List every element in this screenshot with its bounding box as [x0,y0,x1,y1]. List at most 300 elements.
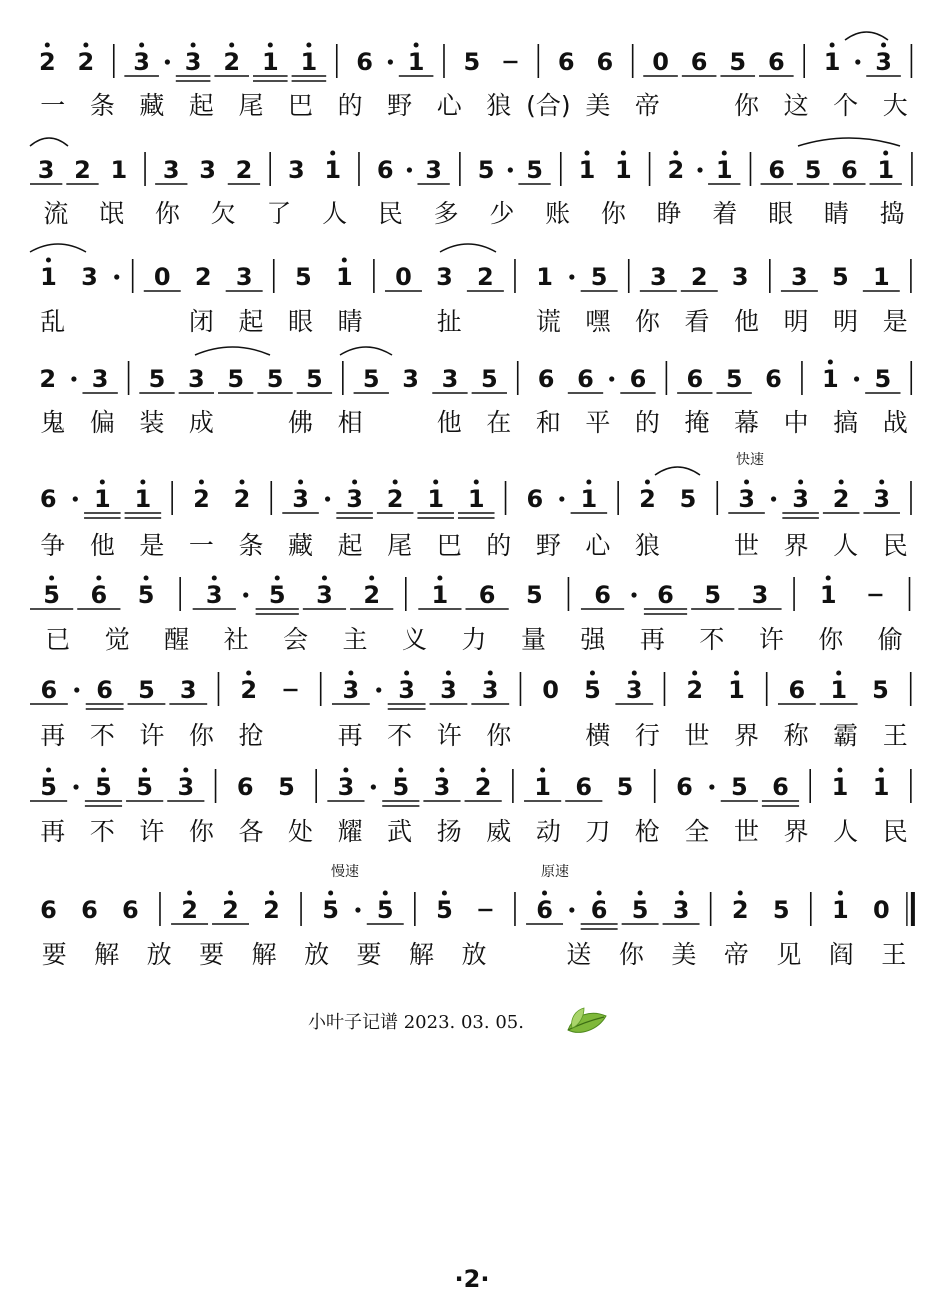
lyric-char: 睁 [656,199,682,228]
note-digit: 1 [40,263,57,291]
octave-high-dot [879,768,884,773]
note-digit: 2 [193,485,210,513]
note-digit: 2 [667,156,685,184]
note-digit: 5 [616,773,634,801]
tempo-marking-slow: 慢速 [331,864,359,880]
lyric-char: 全 [684,817,710,846]
octave-high-dot [585,151,590,156]
lyric-char: 王 [882,721,908,750]
lyric-char: 威 [486,817,512,846]
lyric-char: 人 [833,531,859,560]
note-digit: 3 [337,773,355,801]
note-digit: 5 [227,365,245,393]
note-digit: 6 [536,896,553,924]
note-digit: 3 [187,365,205,393]
lyric-char: 刀 [585,817,611,846]
octave-high-dot [298,480,303,485]
note-digit: 3 [731,263,749,291]
note-digit: 5 [832,263,849,291]
note-digit: 6 [40,676,58,704]
octave-high-dot [330,151,335,156]
note-digit: 6 [236,773,254,801]
octave-high-dot [306,43,311,48]
note-digit: 2 [39,365,57,393]
transcriber-credit: 小叶子记谱 2023. 03. 05. [308,1012,524,1033]
note-digit: 3 [875,48,892,76]
lyric-char: 掩 [684,408,710,437]
lyric-char: 再 [639,625,665,654]
note-digit: 5 [266,365,284,393]
octave-high-dot [398,768,403,773]
lyric-char: 他 [89,531,115,560]
lyric-char: 乱 [40,307,66,336]
note-digit: 1 [578,156,596,184]
lyric-char: 少 [489,199,515,228]
note-digit: 0 [872,896,890,924]
note-digit: 3 [342,676,360,704]
lyric-char: 野 [535,531,561,560]
lyric-char: 睛 [823,199,849,228]
note-digit: 5 [477,156,495,184]
lyric-char: 界 [783,817,809,846]
note-digit: 6 [577,365,594,393]
note-digit: 1 [134,485,152,513]
lyric-char: 界 [734,721,760,750]
lyric-char: 你 [818,625,844,654]
slur [30,244,86,252]
augmentation-dot [243,592,248,597]
note-digit: 3 [672,896,690,924]
octave-high-dot [481,768,486,773]
slur [845,32,888,40]
lyric-char: 起 [238,307,264,336]
octave-high-dot [830,43,835,48]
note-digit: 2 [263,896,280,924]
octave-high-dot [744,480,749,485]
note-digit: 6 [376,156,394,184]
note-digit: 2 [639,485,656,513]
octave-high-dot [369,576,374,581]
note-digit: 0 [153,263,171,291]
octave-high-dot [632,671,637,676]
lyric-char: 武 [387,817,413,846]
note-digit: 6 [590,896,608,924]
note-digit: 2 [74,156,91,184]
augmentation-dot [388,59,393,64]
octave-high-dot [837,768,842,773]
note-digit: 2 [240,676,258,704]
note-digit: 5 [436,896,453,924]
lyric-char: 世 [734,531,760,560]
note-digit: 5 [480,365,498,393]
lyric-char: 见 [776,940,802,969]
lyric-char: 条 [238,531,264,560]
octave-high-dot [343,768,348,773]
lyric-char: 民 [377,199,403,228]
lyric-char: 你 [734,91,760,120]
lyric-char: 力 [461,625,487,654]
lyric-char: 鬼 [40,408,66,437]
augmentation-dot [114,274,119,279]
tempo-marking-normal: 原速 [541,864,569,880]
lyric-char: 成 [188,408,214,437]
octave-high-dot [246,671,251,676]
lyric-char: 再 [40,817,66,846]
octave-high-dot [352,480,357,485]
lyric-char: 藏 [139,91,165,120]
note-digit: 5 [268,581,286,609]
note-digit: 6 [629,365,647,393]
augmentation-dot [697,167,702,172]
note-digit: 6 [537,365,555,393]
augmentation-dot [73,496,78,501]
note-digit: 1 [467,485,485,513]
lyric-char: 扬 [436,817,462,846]
octave-high-dot [144,576,149,581]
lyric-char: 巴 [288,91,314,120]
lyric-char: 看 [684,307,710,336]
note-digit: 5 [362,365,380,393]
note-digit: 3 [133,48,150,76]
note-digit: 6 [690,48,708,76]
note-digit: 6 [765,365,782,393]
lyric-char: 着 [712,199,738,228]
note-digit: 2 [235,156,253,184]
lyric-char: 不 [699,625,725,654]
note-digit: 6 [478,581,496,609]
note-digit: 3 [91,365,109,393]
lyric-char: 的 [486,531,512,560]
note-digit: 2 [233,485,251,513]
note-digit: 3 [481,676,499,704]
lyric-char: 美 [671,940,697,969]
octave-high-dot [437,576,442,581]
octave-high-dot [383,891,388,896]
octave-high-dot [433,480,438,485]
lyric-char: 嘿 [585,307,611,336]
octave-high-dot [101,768,106,773]
note-digit: 1 [715,156,733,184]
lyric-char: 起 [337,531,363,560]
note-digit: 5 [590,263,608,291]
note-digit: 3 [791,263,808,291]
lyric-char: 义 [402,625,428,654]
note-digit: 6 [526,485,544,513]
note-digit: 6 [657,581,674,609]
lyric-char: 放 [461,940,487,969]
lyric-char: 是 [882,307,908,336]
lyric-char: 流 [43,199,69,228]
octave-high-dot [342,258,347,263]
note-digit: 2 [832,485,850,513]
note-digit: 3 [440,676,457,704]
note-digit: 6 [356,48,373,76]
lyric-char: 量 [520,625,546,654]
octave-high-dot [139,43,144,48]
note-digit: 5 [679,485,697,513]
augmentation-dot [407,167,412,172]
note-digit: 5 [584,676,601,704]
lyric-char: 争 [40,531,66,560]
octave-high-dot [839,480,844,485]
note-digit: 1 [110,156,128,184]
octave-high-dot [322,576,327,581]
lyric-char: 动 [535,817,561,846]
lyric-char: 战 [882,408,908,437]
note-digit: 5 [525,581,543,609]
lyric-char: 你 [486,721,512,750]
note-digit: 6 [90,581,108,609]
lyric-char: 偷 [877,625,903,654]
octave-high-dot [679,891,684,896]
lyric-char: 搞 [833,408,859,437]
octave-high-dot [191,43,196,48]
octave-high-dot [275,576,280,581]
lyric-char: 解 [409,940,435,969]
score-rows [30,43,913,970]
lyric-char: 你 [188,721,214,750]
note-digit: 5 [725,365,743,393]
note-digit: 5 [631,896,649,924]
note-digit: 6 [788,676,806,704]
lyric-char: 帝 [723,940,749,969]
note-digit: 6 [841,156,858,184]
lyric-char: 是 [139,531,165,560]
lyric-char: 和 [535,408,561,437]
note-digit: 6 [686,365,704,393]
note-digit: 6 [40,896,57,924]
note-digit: 1 [872,773,890,801]
note-digit: 5 [804,156,822,184]
lyric-char: 处 [288,817,314,846]
octave-high-dot [734,671,739,676]
lyric-char: 醒 [164,625,190,654]
augmentation-dot [371,784,376,789]
lyric-char: 强 [580,625,606,654]
note-digit: 1 [407,48,425,76]
note-digit: 2 [477,263,494,291]
lyric-char: 霸 [833,721,859,750]
augmentation-dot [609,376,614,381]
lyric-char: 相 [337,408,363,437]
lyric-char: 觉 [104,625,130,654]
slur [440,244,496,252]
lyric-char: 扯 [436,307,462,336]
lyric-char: 不 [89,817,115,846]
note-digit: 2 [194,263,212,291]
note-digit: 1 [324,156,342,184]
note-digit: 2 [731,896,749,924]
note-digit: 1 [823,48,841,76]
lyric-char: 耀 [337,817,363,846]
note-digit: 3 [37,156,55,184]
note-digit: 1 [877,156,895,184]
lyric-char: 民 [882,531,908,560]
note-digit: 5 [376,896,394,924]
augmentation-dot [854,376,859,381]
note-digit: 5 [526,156,543,184]
note-digit: 1 [728,676,745,704]
note-digit: 2 [363,581,381,609]
note-digit: 5 [874,365,892,393]
note-digit: 1 [300,48,318,76]
augmentation-dot [165,59,170,64]
lyric-char: 阎 [828,940,854,969]
octave-high-dot [269,891,274,896]
octave-high-dot [212,576,217,581]
octave-high-dot [442,891,447,896]
augmentation-dot [569,274,574,279]
augmentation-dot [569,907,574,912]
note-digit: 3 [436,263,453,291]
lyric-char: (合) [526,91,571,120]
lyric-char: 巴 [436,531,462,560]
octave-high-dot [45,43,50,48]
note-digit: 5 [872,676,889,704]
octave-high-dot [590,671,595,676]
note-digit: 5 [392,773,410,801]
lyric-char: 这 [783,91,809,120]
lyric-char: 要 [356,940,382,969]
lyric-char: 人 [322,199,348,228]
lyric-char: 狼 [634,531,660,560]
lyric-char: 枪 [634,817,660,846]
note-digit: 1 [335,263,353,291]
note-digit: 1 [427,485,445,513]
lyric-char: 横 [585,721,611,750]
note-digit: 1 [534,773,551,801]
lyric-char: 氓 [99,199,125,228]
octave-high-dot [638,891,643,896]
note-digit: 6 [575,773,593,801]
note-digit: 5 [137,581,155,609]
lyric-char: 幕 [734,408,760,437]
augmentation-dot [325,496,330,501]
octave-high-dot [239,480,244,485]
augmentation-dot [631,592,636,597]
tempo-marking-fast: 快速 [736,452,764,468]
note-digit: 6 [122,896,139,924]
lyric-char: 眼 [768,199,794,228]
slur [30,138,68,146]
octave-high-dot [142,768,147,773]
note-digit: 6 [596,48,614,76]
note-digit: 2 [223,48,241,76]
octave-high-dot [140,480,145,485]
note-digit: 2 [386,485,404,513]
lyric-char: 条 [89,91,115,120]
lyric-char: 送 [566,940,592,969]
note-digit: 6 [767,48,785,76]
note-digit: 5 [138,676,155,704]
lyric-char: 一 [188,531,214,560]
note-digit: 5 [306,365,323,393]
octave-high-dot [542,891,547,896]
octave-high-dot [586,480,591,485]
lyric-char: 的 [634,408,660,437]
slur [655,467,700,475]
octave-high-dot [393,480,398,485]
note-digit: 3 [873,485,891,513]
lyric-char: 睛 [337,307,363,336]
note-digit: 5 [729,48,747,76]
note-digit: 6 [772,773,789,801]
augmentation-dot [559,496,564,501]
lyric-char: 人 [833,817,859,846]
octave-high-dot [798,480,803,485]
note-digit: 3 [288,156,305,184]
lyric-char: 佛 [288,408,314,437]
lyric-char: 的 [337,91,363,120]
augmentation-dot [74,687,79,692]
lyric-char: 闭 [188,307,214,336]
lyric-char: 一 [40,91,66,120]
lyric-char: 帝 [634,91,660,120]
octave-high-dot [692,671,697,676]
lyric-char: 美 [585,91,611,120]
note-digit: 6 [594,581,611,609]
lyric-char: 许 [139,721,165,750]
lyric-char: 要 [41,940,67,969]
lyric-char: 许 [758,625,784,654]
octave-high-dot [828,360,833,365]
note-digit: 3 [292,485,309,513]
note-digit: 3 [792,485,809,513]
octave-high-dot [348,671,353,676]
note-digit: 3 [199,156,216,184]
note-digit: 1 [831,773,849,801]
note-digit: 5 [43,581,60,609]
note-digit: 6 [81,896,98,924]
augmentation-dot [709,784,714,789]
note-digit: 5 [772,896,790,924]
octave-high-dot [446,671,451,676]
lyric-char: 明 [783,307,809,336]
note-digit: 3 [177,773,195,801]
lyric-char: 平 [585,408,611,437]
leaf-icon [568,1008,606,1032]
octave-high-dot [199,480,204,485]
note-digit: 3 [433,773,451,801]
note-digit: 5 [278,773,295,801]
augmentation-dot [376,687,381,692]
note-digit: 5 [463,48,481,76]
note-digit: 0 [395,263,412,291]
lyric-char: 中 [783,408,809,437]
note-digit: 3 [235,263,253,291]
slur [340,347,392,355]
octave-high-dot [597,891,602,896]
lyric-char: 放 [146,940,172,969]
note-digit: 1 [93,485,111,513]
lyric-char: 眼 [288,307,314,336]
lyric-char: 尾 [238,91,264,120]
octave-high-dot [268,43,273,48]
note-digit: 3 [398,676,415,704]
note-digit: 5 [322,896,339,924]
lyric-char: 不 [89,721,115,750]
note-digit: 6 [96,676,114,704]
lyric-char: 你 [634,307,660,336]
slur [798,138,900,146]
note-digit: 2 [686,676,704,704]
note-digit: 5 [136,773,153,801]
lyric-char: 世 [684,721,710,750]
lyric-char: 装 [139,408,165,437]
lyric-char: 大 [882,91,908,120]
note-digit: 3 [179,676,197,704]
lyric-char: 抢 [238,721,264,750]
